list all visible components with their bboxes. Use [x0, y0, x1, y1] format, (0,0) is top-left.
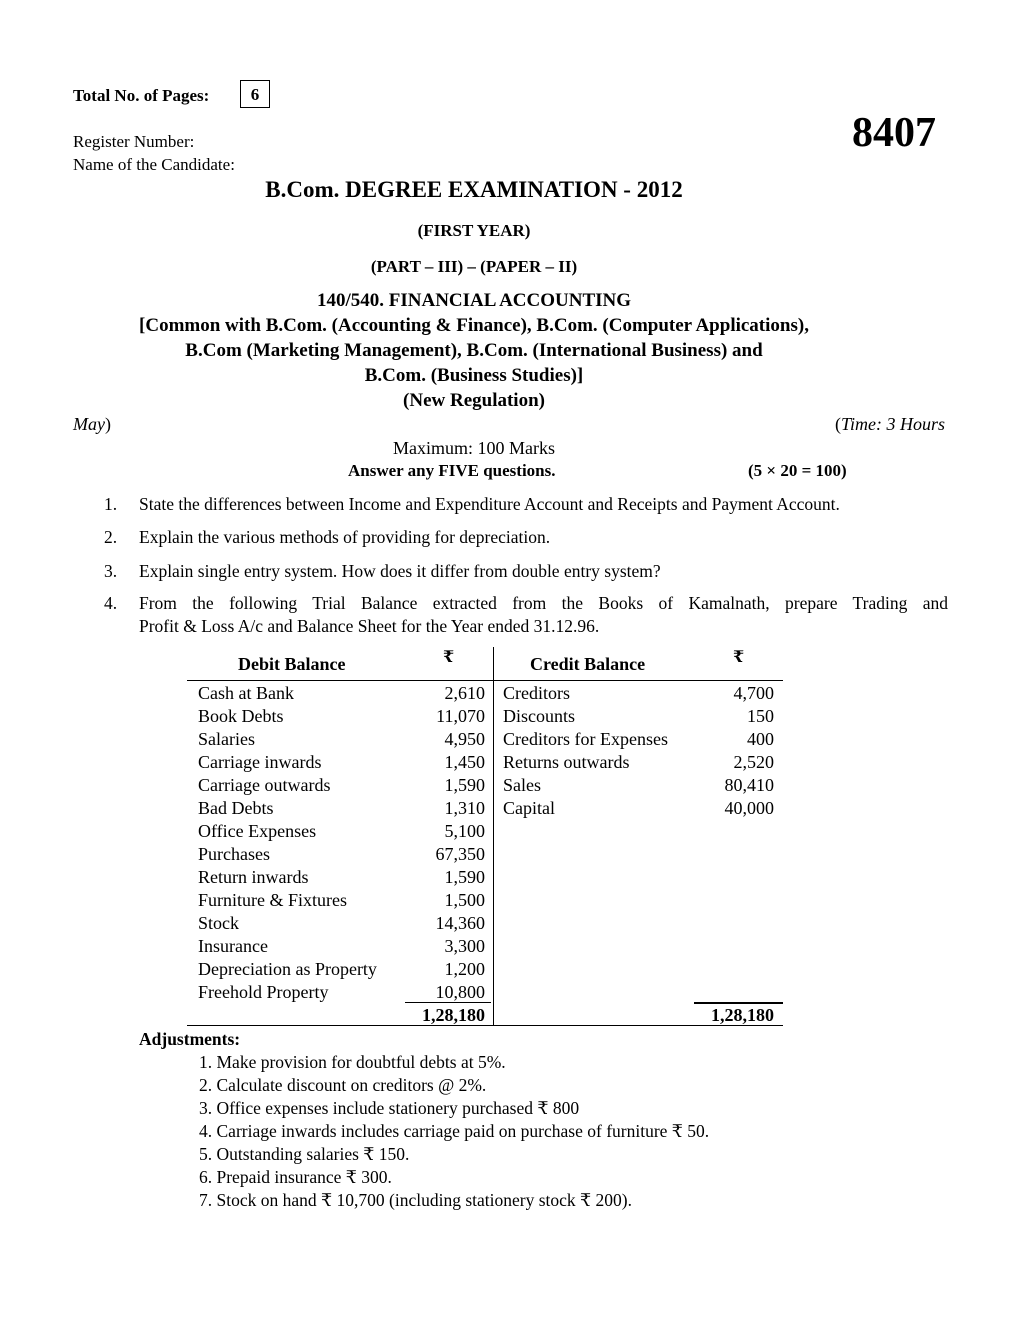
question-number: 1.	[104, 494, 118, 514]
credit-amount: 400	[747, 729, 774, 749]
credit-item: Creditors	[503, 683, 570, 703]
instruction: Answer any FIVE questions.	[348, 461, 556, 480]
rupee-symbol: ₹	[733, 649, 745, 666]
debit-amount: 1,200	[444, 959, 485, 979]
debit-amount: 10,800	[435, 982, 485, 1002]
debit-total-rule	[405, 1002, 491, 1003]
debit-amount: 4,950	[444, 729, 485, 749]
debit-item: Book Debts	[198, 706, 284, 726]
debit-amount: 1,590	[444, 867, 485, 887]
regulation-title: (New Regulation)	[403, 390, 545, 411]
question-text: Explain the various methods of providing for depreciation.	[139, 527, 551, 547]
debit-item: Bad Debts	[198, 798, 274, 818]
common-with-line-1: [Common with B.Com. (Accounting & Finance), B.Com. (Computer Applications),	[139, 315, 809, 336]
debit-item: Salaries	[198, 729, 255, 749]
debit-item: Return inwards	[198, 867, 309, 887]
credit-amount: 40,000	[724, 798, 774, 818]
credit-amount: 150	[747, 706, 774, 726]
credit-total-rule	[694, 1002, 783, 1004]
debit-item: Furniture & Fixtures	[198, 890, 347, 910]
debit-item: Stock	[198, 913, 240, 933]
debit-amount: 11,070	[436, 706, 485, 726]
debit-amount: 14,360	[435, 913, 485, 933]
bottom-rule	[187, 1025, 783, 1026]
debit-item: Carriage inwards	[198, 752, 322, 772]
credit-item: Creditors for Expenses	[503, 729, 668, 749]
debit-total: 1,28,180	[422, 1005, 485, 1025]
adjustments-title: Adjustments:	[139, 1029, 241, 1049]
credit-item: Capital	[503, 798, 555, 818]
debit-amount: 3,300	[444, 936, 485, 956]
adjustment-item: 6. Prepaid insurance ₹ 300.	[199, 1167, 392, 1187]
exam-month: May)	[73, 414, 111, 434]
question-text-line-1: From the following Trial Balance extracted from the Books of Kamalnath, prepare Trading and	[139, 593, 948, 613]
total-pages-box: 6	[240, 80, 270, 108]
adjustment-item: 1. Make provision for doubtful debts at 5%.	[199, 1052, 506, 1072]
debit-item: Purchases	[198, 844, 270, 864]
header-rule	[187, 680, 783, 681]
debit-item: Insurance	[198, 936, 268, 956]
question-text: Explain single entry system. How does it differ from double entry system?	[139, 561, 661, 581]
question-number: 2.	[104, 527, 118, 547]
question-text-line-2: Profit & Loss A/c and Balance Sheet for the Year ended 31.12.96.	[139, 616, 600, 636]
adjustment-item: 5. Outstanding salaries ₹ 150.	[199, 1144, 410, 1164]
part-title: (PART – III) – (PAPER – II)	[370, 257, 578, 276]
exam-title: B.Com. DEGREE EXAMINATION - 2012	[265, 177, 683, 202]
debit-item: Cash at Bank	[198, 683, 294, 703]
register-number-label: Register Number:	[73, 132, 195, 151]
adjustment-item: 7. Stock on hand ₹ 10,700 (including stationery stock ₹ 200).	[199, 1190, 632, 1210]
credit-amount: 2,520	[733, 752, 774, 772]
max-marks: Maximum: 100 Marks	[393, 438, 555, 458]
subject-title: 140/540. FINANCIAL ACCOUNTING	[316, 290, 632, 311]
rupee-symbol: ₹	[443, 649, 455, 666]
adjustment-item: 2. Calculate discount on creditors @ 2%.	[199, 1075, 487, 1095]
debit-balance-header: Debit Balance	[238, 654, 346, 674]
credit-total: 1,28,180	[711, 1005, 774, 1025]
question-text: State the differences between Income and Expenditure Account and Receipts and Payment Account.	[139, 494, 840, 514]
credit-item: Discounts	[503, 706, 575, 726]
total-pages-label: Total No. of Pages:	[73, 86, 210, 105]
debit-amount: 67,350	[435, 844, 485, 864]
marks-scheme: (5 × 20 = 100)	[748, 461, 847, 480]
debit-amount: 5,100	[444, 821, 485, 841]
adjustment-item: 3. Office expenses include stationery purchased ₹ 800	[199, 1098, 580, 1118]
debit-amount: 1,500	[444, 890, 485, 910]
credit-balance-header: Credit Balance	[530, 654, 646, 674]
column-divider	[493, 647, 494, 1026]
debit-item: Office Expenses	[198, 821, 317, 841]
credit-amount: 4,700	[733, 683, 774, 703]
credit-amount: 80,410	[724, 775, 774, 795]
common-with-line-2: B.Com (Marketing Management), B.Com. (International Business) and	[185, 340, 763, 361]
credit-item: Sales	[503, 775, 541, 795]
debit-item: Depreciation as Property	[198, 959, 377, 979]
debit-item: Carriage outwards	[198, 775, 331, 795]
adjustment-item: 4. Carriage inwards includes carriage paid on purchase of furniture ₹ 50.	[199, 1121, 710, 1141]
credit-item: Returns outwards	[503, 752, 630, 772]
debit-amount: 1,590	[444, 775, 485, 795]
year-title: (FIRST YEAR)	[417, 221, 531, 240]
debit-amount: 2,610	[444, 683, 485, 703]
debit-amount: 1,310	[444, 798, 485, 818]
exam-time: (Time: 3 Hours	[834, 414, 945, 434]
paper-code: 8407	[852, 110, 936, 156]
question-number: 4.	[104, 593, 118, 613]
debit-amount: 1,450	[444, 752, 485, 772]
debit-item: Freehold Property	[198, 982, 329, 1002]
common-with-line-3: B.Com. (Business Studies)]	[364, 365, 584, 386]
candidate-name-label: Name of the Candidate:	[73, 155, 235, 174]
question-number: 3.	[104, 561, 118, 581]
